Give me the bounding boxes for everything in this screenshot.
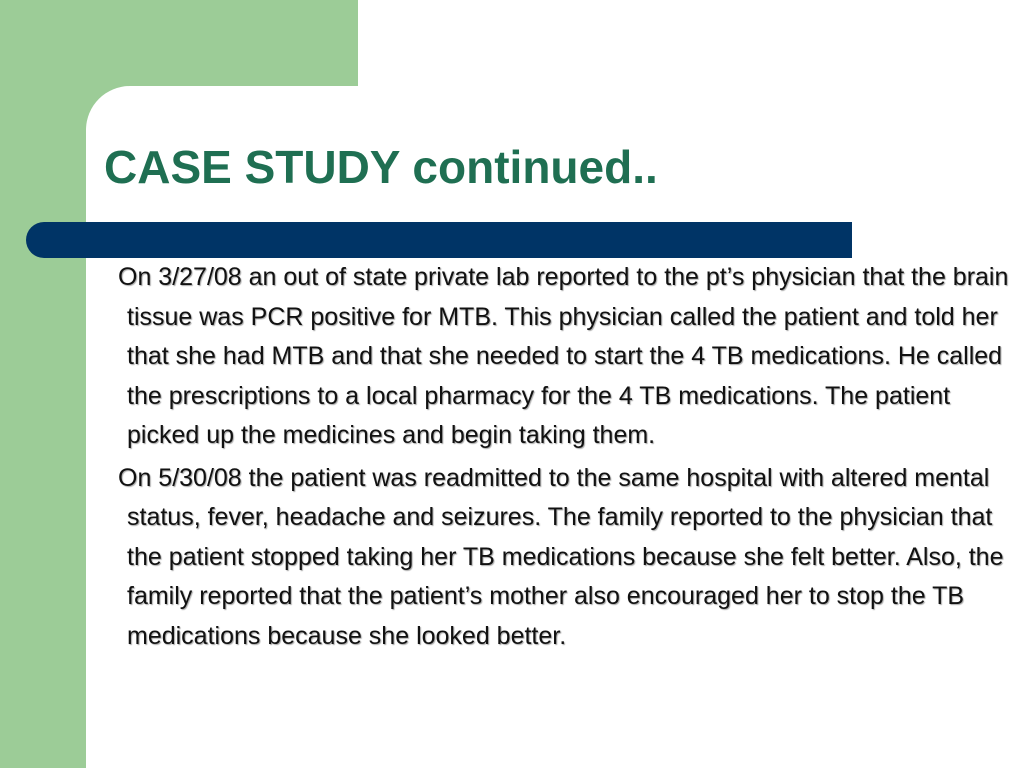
- title-underline-bar: [26, 222, 852, 258]
- case-paragraph-1: On 3/27/08 an out of state private lab reported to the pt’s physician that the brain tissue was PCR positive for MTB. This physician called the patient and told her that she had MTB and that she needed to start the 4 TB medications. He called the prescriptions to a local pharmacy for the 4 TB medications. The patient picked up the medicines and begin taking them.: [118, 263, 1009, 449]
- slide-title: CASE STUDY continued..: [104, 141, 658, 193]
- case-paragraph-2: On 5/30/08 the patient was readmitted to the same hospital with altered mental status, fever, headache and seizures. The family reported to the physician that the patient stopped taking her TB medications because she felt better. Also, the family reported that the patient’s mother also encouraged her to stop the TB medications because she looked better.: [118, 463, 1004, 650]
- slide-body: [110, 258, 1015, 659]
